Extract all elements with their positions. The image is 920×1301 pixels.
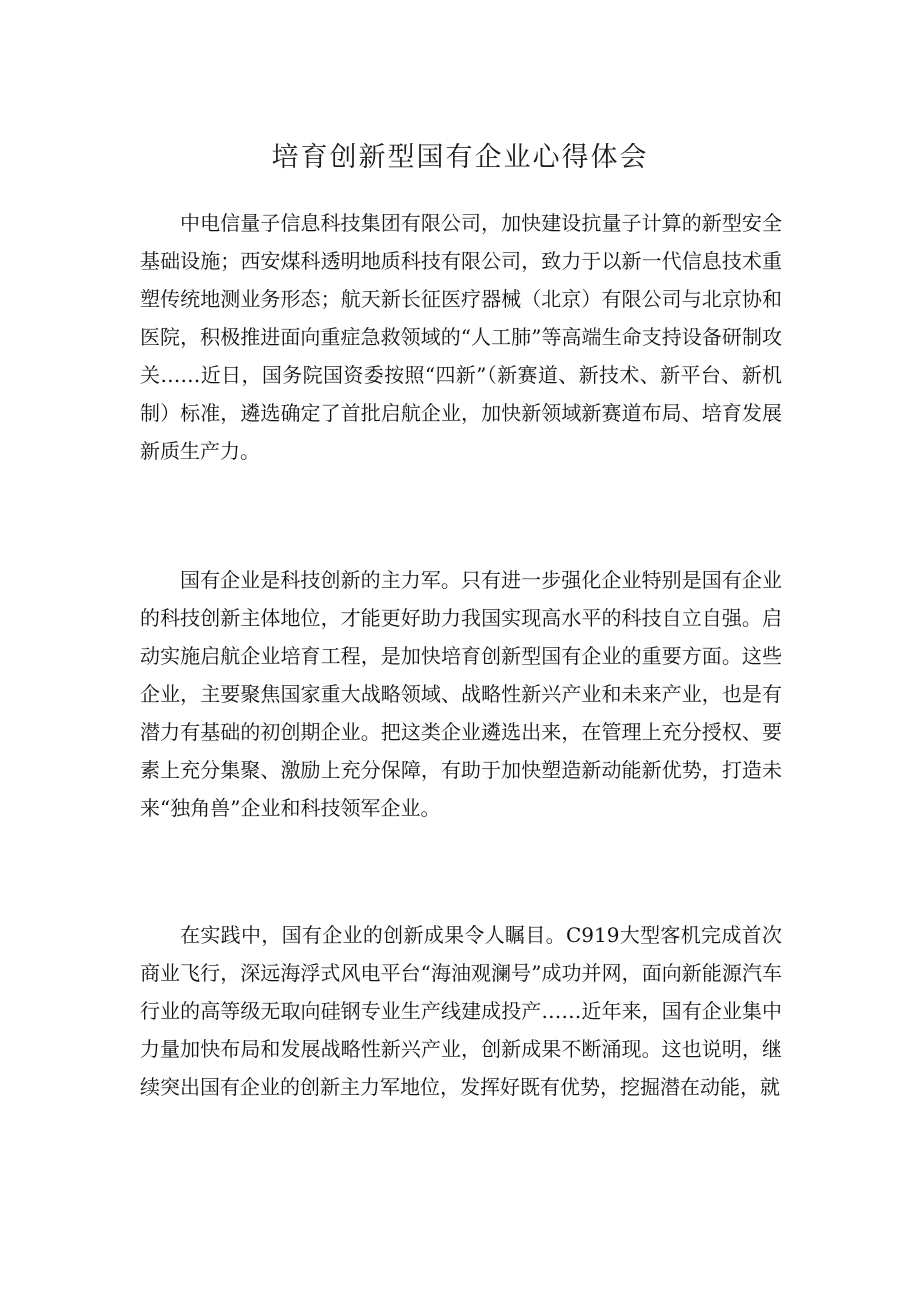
paragraph-3-block bbox=[140, 916, 782, 1106]
paragraph-1: 中电信量子信息科技集团有限公司，加快建设抗量子计算的新型安全基础设施；西安煤科透明地质科技有限公司，致力于以新一代信息技术重塑传统地测业务形态；航天新长征医疗器械（北京）有限公司与北京协和医院，积极推进面向重症急救领域的“人工肺”等高端生命支持设备研制攻关……近日，国务院国资委按照“四新”（新赛道、新技术、新平台、新机制）标准，遴选确定了首批启航企业，加快新领域新赛道布局、培育发展新质生产力。 bbox=[140, 211, 782, 463]
paragraph-3: 在实践中，国有企业的创新成果令人瞩目。C919大型客机完成首次商业飞行，深远海浮式风电平台“海油观澜号”成功并网，面向新能源汽车行业的高等级无取向硅钢专业生产线建成投产……近年来，国有企业集中力量加快布局和发展战略性新兴产业，创新成果不断涌现。这也说明，继续突出国有企业的创新主力军地位，发挥好既有优势，挖掘潜在动能，就 bbox=[140, 923, 782, 1099]
paragraph-2: 国有企业是科技创新的主力军。只有进一步强化企业特别是国有企业的科技创新主体地位，才能更好助力我国实现高水平的科技自立自强。启动实施启航企业培育工程，是加快培育创新型国有企业的重要方面。这些企业，主要聚焦国家重大战略领域、战略性新兴产业和未来产业，也是有潜力有基础的初创期企业。把这类企业遴选出来，在管理上充分授权、要素上充分集聚、激励上充分保障，有助于加快塑造新动能新优势，打造未来“独角兽”企业和科技领军企业。 bbox=[140, 568, 782, 820]
paragraph-1-block bbox=[140, 204, 782, 470]
document-title: 培育创新型国有企业心得体会 bbox=[271, 142, 649, 173]
paragraph-2-block bbox=[140, 561, 782, 827]
